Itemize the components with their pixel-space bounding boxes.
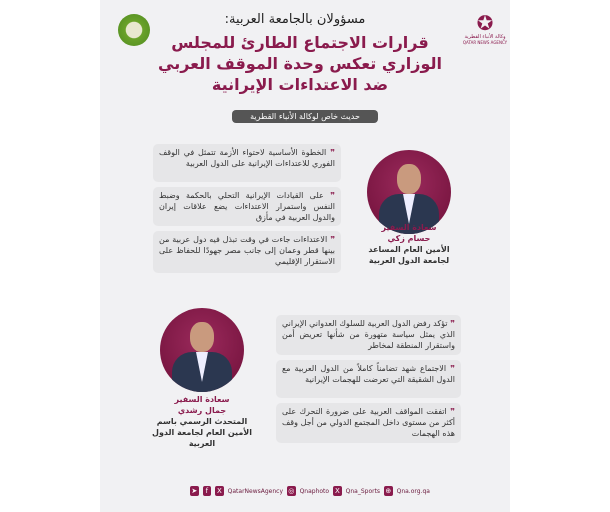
logo-english: QATAR NEWS AGENCY: [462, 40, 508, 45]
qna-logo-icon: ✪: [476, 11, 494, 35]
speaker-name: جمال رشدي: [177, 406, 227, 415]
exclusive-badge: حديث خاص لوكالة الأنباء القطرية: [232, 110, 378, 123]
qna-logo: [460, 12, 510, 45]
social-footer: [190, 486, 430, 496]
telegram-icon[interactable]: ➤: [191, 487, 198, 495]
social-handle[interactable]: Qnaphoto: [299, 487, 330, 495]
quote-box: ❞ على القيادات الإيرانية التحلي بالحكمة وضبط النفس واستمرار الاعتداءات يضع علاقات إيران والدول العربية في مأزق: [153, 187, 341, 226]
headline-line: الوزاري تعكس وحدة الموقف العربي: [158, 54, 442, 73]
instagram-icon[interactable]: ◎: [288, 487, 295, 495]
speaker-photo: [160, 308, 244, 392]
quote-text: على القيادات الإيرانية التحلي بالحكمة وضبط النفس واستمرار الاعتداءات يضع علاقات إيران والدول العربية في مأزق: [159, 191, 335, 222]
facebook-icon[interactable]: f: [203, 486, 212, 496]
quote-text: الخطوة الأساسية لاحتواء الأزمة تتمثل في الوقف الفوري للاعتداءات الإيرانية على الدول العربية: [159, 148, 335, 168]
website-link[interactable]: Qna.org.qa: [396, 487, 430, 495]
x-icon[interactable]: X: [334, 487, 340, 495]
quote-text: اتفقت المواقف العربية على ضرورة التحرك على أكثر من مستوى داخل المجتمع الدولي من أجل وقف هذه الهجمات: [282, 407, 455, 438]
speaker-caption: [360, 222, 458, 266]
quote-box: ❞ تؤكد رفض الدول العربية للسلوك العدواني الإيراني الذي يمثل سياسة متهورة من شأنها تعريض أمن واستقرار المنطقة لمخاطر: [276, 315, 461, 355]
logo-arabic: وكالة الأنباء القطرية: [464, 34, 506, 40]
globe-icon[interactable]: ⊕: [385, 487, 392, 495]
headline: [150, 32, 450, 95]
headline-line: ضد الاعتداءات الإيرانية: [211, 75, 389, 94]
headline-line: قرارات الاجتماع الطارئ للمجلس: [171, 33, 429, 52]
social-handle[interactable]: Qna_Sports: [345, 487, 381, 495]
speaker-role: المتحدث الرسمي باسم الأمين العام لجامعة الدول العربية: [152, 417, 252, 448]
arab-league-emblem-icon: [118, 14, 150, 46]
speaker-title: سعادة السفير: [381, 223, 437, 232]
quote-box: ❞ الخطوة الأساسية لاحتواء الأزمة تتمثل في الوقف الفوري للاعتداءات الإيرانية على الدول العربية: [153, 144, 341, 182]
quote-box: ❞ الاعتداءات جاءت في وقت تبذل فيه دول عربية من بينها قطر وعمان إلى جانب مصر جهودًا للحفاظ على الاستقرار الإقليمي: [153, 231, 341, 273]
speaker-caption: [150, 394, 254, 449]
quote-box: ❞ اتفقت المواقف العربية على ضرورة التحرك على أكثر من مستوى داخل المجتمع الدولي من أجل وقف هذه الهجمات: [276, 403, 461, 443]
subtitle: مسؤولان بالجامعة العربية:: [224, 12, 366, 27]
speaker-name: حسام زكي: [387, 234, 431, 243]
quote-text: الاعتداءات جاءت في وقت تبذل فيه دول عربية من بينها قطر وعمان إلى جانب مصر جهودًا للحفاظ على الاستقرار الإقليمي: [159, 235, 335, 266]
social-handle[interactable]: QatarNewsAgency: [227, 487, 284, 495]
speaker-title: سعادة السفير: [174, 395, 230, 404]
speaker-role: الأمين العام المساعد لجامعة الدول العربية: [368, 245, 450, 265]
quote-text: الاجتماع شهد تضامناً كاملاً من الدول العربية مع الدول الشقيقة التي تعرضت للهجمات الإيرانية: [282, 364, 455, 384]
quote-text: تؤكد رفض الدول العربية للسلوك العدواني الإيراني الذي يمثل سياسة متهورة من شأنها تعريض أمن واستقرار المنطقة لمخاطر: [282, 319, 455, 350]
quote-box: ❞ الاجتماع شهد تضامناً كاملاً من الدول العربية مع الدول الشقيقة التي تعرضت للهجمات الإيرانية: [276, 360, 461, 398]
x-icon[interactable]: X: [216, 487, 222, 495]
